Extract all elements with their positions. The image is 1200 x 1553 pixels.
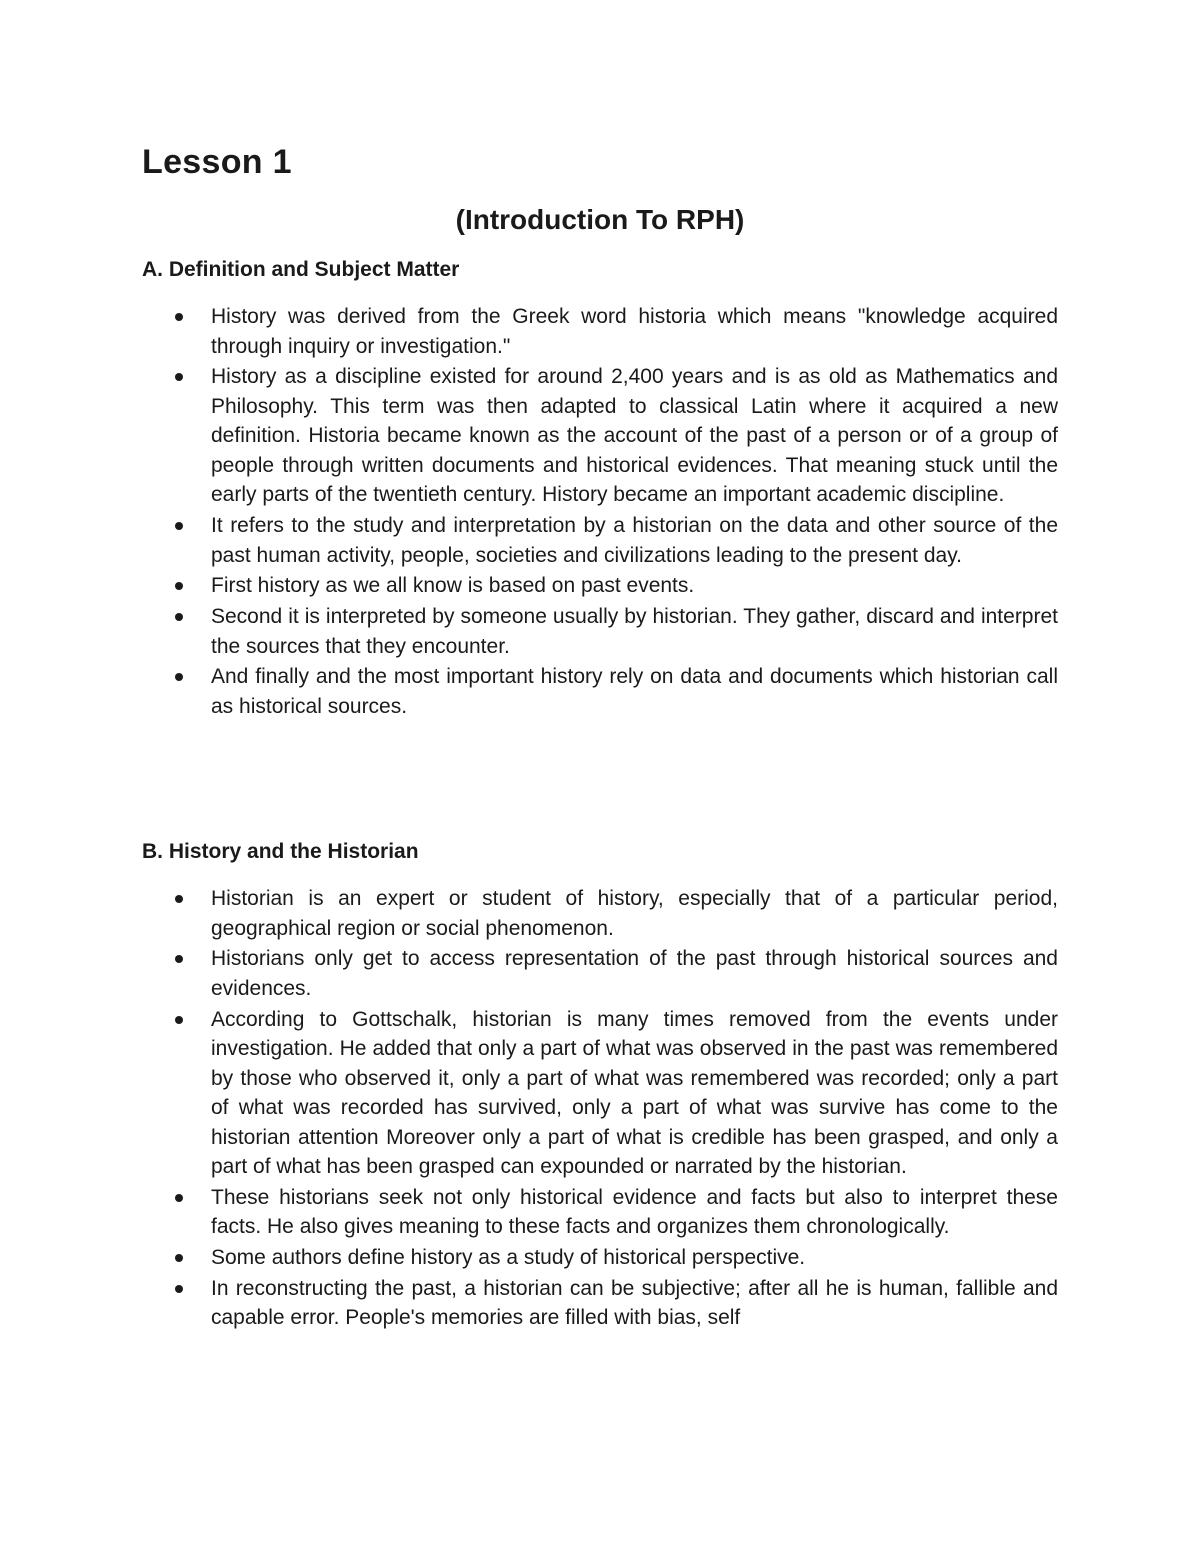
bullet-icon [175, 895, 183, 903]
list-item [142, 302, 1058, 361]
lesson-subtitle: (Introduction To RPH) [455, 204, 745, 235]
bullet-icon [175, 613, 183, 621]
list-item-text: It refers to the study and interpretation by a historian on the data and other source of the past human activity, people, societies and civilizations leading to the present day. [211, 514, 1058, 567]
bullet-icon [175, 955, 183, 963]
list-item [142, 1274, 1058, 1333]
bullet-icon [175, 373, 183, 381]
list-item-text: These historians seek not only historical evidence and facts but also to interpret these facts. He also gives meaning to these facts and organizes them chronologically. [211, 1185, 1058, 1239]
bullet-list-definition [142, 302, 1058, 723]
list-item-text: Second it is interpreted by someone usually by historian. They gather, discard and interpret the sources that they encounter. [211, 605, 1058, 658]
list-item [142, 571, 1058, 601]
list-item-text: In reconstructing the past, a historian can be subjective; after all he is human, fallible and capable error. People's memories are filled with bias, self [211, 1276, 1058, 1330]
list-item [142, 1005, 1058, 1182]
bullet-icon [175, 522, 183, 530]
section-heading-historian: B. History and the Historian [142, 840, 419, 863]
list-item [142, 511, 1058, 570]
list-item-text: Some authors define history as a study of historical perspective. [211, 1246, 806, 1270]
bullet-icon [175, 1254, 183, 1262]
list-item-text: Historian is an expert or student of history, especially that of a particular period, geographical region or social phenomenon. [211, 887, 1058, 940]
list-item [142, 602, 1058, 661]
list-item [142, 1183, 1058, 1242]
section-heading-definition: A. Definition and Subject Matter [142, 258, 460, 281]
bullet-icon [175, 1016, 183, 1024]
list-item [142, 662, 1058, 721]
list-item-text: History as a discipline existed for around 2,400 years and is as old as Mathematics and Philosophy. This term was then adapted to classical Latin where it acquired a new definition. Historia became known as the account of the past of a person or of a group of people through written documents and historical evidences. That meaning stuck until the early parts of the twentieth century. History became an important academic discipline. [211, 365, 1058, 507]
list-item-text: Historians only get to access representation of the past through historical sources and evidences. [211, 947, 1058, 1000]
bullet-icon [175, 673, 183, 681]
bullet-icon [175, 1194, 183, 1202]
bullet-icon [175, 313, 183, 321]
list-item-text: History was derived from the Greek word historia which means "knowledge acquired through inquiry or investigation." [211, 305, 1058, 358]
list-item [142, 1243, 1058, 1273]
bullet-icon [175, 582, 183, 590]
bullet-icon [175, 1285, 183, 1293]
list-item-text: According to Gottschalk, historian is many times removed from the events under investigation. He added that only a part of what was observed in the past was remembered by those who observed it, only a part of what was remembered was recorded; only a part of what was recorded has survived, only a part of what was survive has come to the historian attention Moreover only a part of what is credible has been grasped, and only a part of what has been grasped can expounded or narrated by the historian. [211, 1007, 1058, 1179]
list-item [142, 884, 1058, 943]
list-item [142, 944, 1058, 1003]
list-item-text: First history as we all know is based on past events. [211, 574, 695, 598]
lesson-title: Lesson 1 [142, 143, 292, 181]
list-item [142, 362, 1058, 510]
bullet-list-historian [142, 884, 1058, 1334]
list-item-text: And finally and the most important history rely on data and documents which historian call as historical sources. [211, 665, 1058, 718]
